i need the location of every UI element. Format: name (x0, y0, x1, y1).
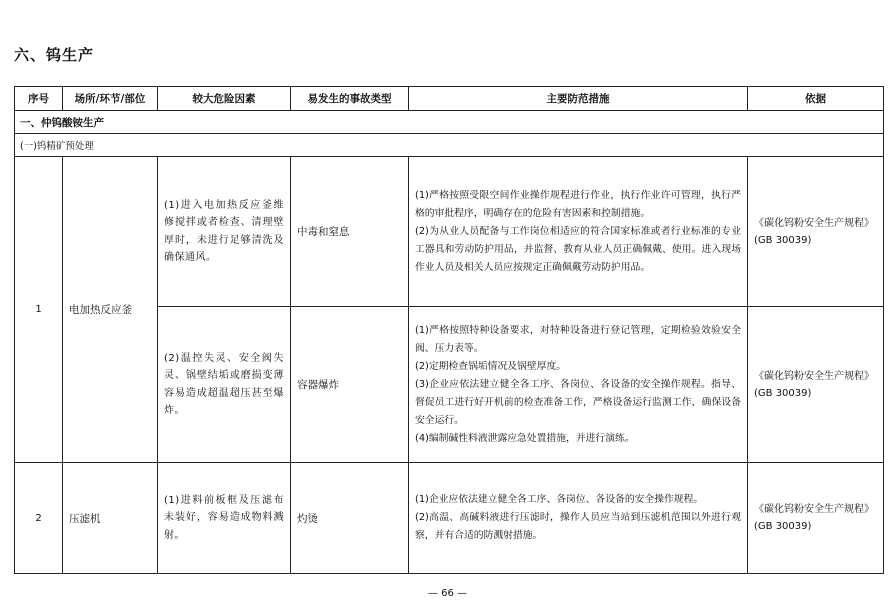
row-site: 压滤机 (63, 463, 158, 574)
basis-reference: 《碳化钨粉安全生产规程》(GB 30039) (748, 307, 884, 463)
section-row (15, 111, 884, 134)
row-number: 1 (15, 157, 63, 463)
measure-item: (1)企业应依法建立健全各工序、各岗位、各设备的安全操作规程。 (415, 494, 704, 505)
section-title: 六、钨生产 (14, 46, 95, 64)
measure-item: (2)定期检查锅垢情况及锅壁厚度。 (415, 360, 567, 372)
row-number: 2 (15, 463, 63, 574)
measure-item: (3)企业应依法建立健全各工序、各岗位、各设备的安全操作规程。指导、督促员工进行好开机前的检查准备工作，严格设备运行监测工作，确保设备安全运行。 (415, 378, 741, 426)
prevention-measures (409, 307, 748, 463)
accident-type: 容器爆炸 (291, 307, 409, 463)
measure-item: (2)为从业人员配备与工作岗位相适应的符合国家标准或者行业标准的专业工器具和劳动防护用品，并监督、教育从业人员正确佩戴、使用。进入现场作业人员及相关人员应按规定正确佩戴劳动防护用品。 (415, 225, 741, 273)
accident-type: 中毒和窒息 (291, 157, 409, 307)
header-factor: 较大危险因素 (158, 87, 291, 111)
subsection-label: (一)钨精矿预处理 (15, 134, 884, 157)
header-site: 场所/环节/部位 (63, 87, 158, 111)
accident-type: 灼烫 (291, 463, 409, 574)
hazard-factor: (1)进料前板框及压滤布未装好，容易造成物料溅射。 (158, 463, 291, 574)
section-label: 一、仲钨酸铵生产 (15, 111, 884, 134)
row-site: 电加热反应釜 (63, 157, 158, 463)
measure-item: (2)高温、高碱料液进行压滤时，操作人员应当站到压滤机范围以外进行观察，并有合适的防溅射措施。 (415, 512, 741, 541)
prevention-measures (409, 463, 748, 574)
measure-item: (4)编制碱性料液泄露应急处置措施，并进行演练。 (415, 432, 635, 444)
table-row (15, 157, 884, 307)
table-header-row (15, 87, 884, 111)
prevention-measures (409, 157, 748, 307)
header-basis: 依据 (748, 87, 884, 111)
basis-reference: 《碳化钨粉安全生产规程》(GB 30039) (748, 157, 884, 307)
hazard-factor: (1)进入电加热反应釜维修搅拌或者检查、清理壁厚时，未进行足够清洗及确保通风。 (158, 157, 291, 307)
basis-reference: 《碳化钨粉安全生产规程》(GB 30039) (748, 463, 884, 574)
subsection-row (15, 134, 884, 157)
measure-item: (1)严格按照特种设备要求，对特种设备进行登记管理，定期检验效验安全阀、压力表等。 (415, 324, 741, 354)
table-row (15, 463, 884, 574)
header-measures: 主要防范措施 (409, 87, 748, 111)
page-number: — 66 — (427, 588, 468, 599)
hazard-factor: (2)温控失灵、安全阀失灵、锅壁结垢或磨损变薄容易造成超温超压甚至爆炸。 (158, 307, 291, 463)
header-no: 序号 (15, 87, 63, 111)
measure-item: (1)严格按照受限空间作业操作规程进行作业，执行作业许可管理，执行严格的审批程序，明确存在的危险有害因素和控制措施。 (415, 189, 741, 219)
header-accident: 易发生的事故类型 (291, 87, 409, 111)
hazard-table (14, 86, 884, 574)
